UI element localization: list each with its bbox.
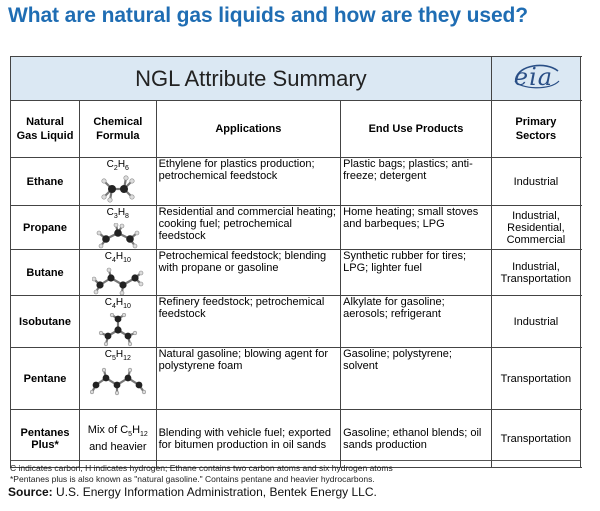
sectors-text: Transportation xyxy=(491,348,580,410)
formula-cell xyxy=(80,348,157,410)
pentane-molecule-icon xyxy=(80,365,156,397)
liquid-name: Isobutane xyxy=(11,296,80,348)
ethane-molecule-icon xyxy=(80,175,156,203)
sectors-text: Industrial xyxy=(491,296,580,348)
chemical-formula: Mix of $C_5H_{12}$ and heavier xyxy=(87,423,148,454)
formula-cell xyxy=(80,250,157,296)
formula-cell xyxy=(80,296,157,348)
sectors-text: Transportation xyxy=(491,410,580,468)
eia-logo-text: eia xyxy=(513,63,554,91)
source-label: Source: xyxy=(8,485,53,499)
isobutane-molecule-icon xyxy=(80,313,156,347)
applications-text: Ethylene for plastics production; petrochemical feedstock xyxy=(156,158,341,206)
products-text: Alkylate for gasoline; aerosols; refrigerant xyxy=(341,296,492,348)
header-products: End Use Products xyxy=(341,101,492,158)
products-text: Plastic bags; plastics; anti-freeze; detergent xyxy=(341,158,492,206)
header-applications: Applications xyxy=(156,101,341,158)
applications-text: Blending with vehicle fuel; exported for bitumen production in oil sands xyxy=(156,410,341,468)
butane-molecule-icon xyxy=(80,267,156,295)
footnote: *Pentanes plus is also known as "natural gasoline." Contains pentane and heavier hydrocarbons. xyxy=(10,474,375,484)
chemical-formula: $C_3H_8$ xyxy=(106,207,129,220)
liquid-name: Pentane xyxy=(11,348,80,410)
table-title-row xyxy=(11,57,581,101)
products-text: Gasoline; polystyrene; solvent xyxy=(341,348,492,410)
source-line xyxy=(8,485,377,499)
products-text: Home heating; small stoves and barbeques; LPG xyxy=(341,206,492,250)
table-row xyxy=(11,410,581,468)
footnote: C indicates carbon, H indicates hydrogen; Ethane contains two carbon atoms and six hydrogen atoms xyxy=(10,463,393,473)
sectors-text: Industrial, Residential, Commercial xyxy=(491,206,580,250)
table-row xyxy=(11,158,581,206)
applications-text: Petrochemical feedstock; blending with propane or gasoline xyxy=(156,250,341,296)
chemical-formula: $C_4H_{10}$ xyxy=(104,251,131,264)
ngl-table xyxy=(10,56,581,468)
page-title: What are natural gas liquids and how are they used? xyxy=(8,4,529,27)
header-sectors: Primary Sectors xyxy=(491,101,580,158)
applications-text: Refinery feedstock; petrochemical feedstock xyxy=(156,296,341,348)
table-row xyxy=(11,348,581,410)
source-text: U.S. Energy Information Administration, Bentek Energy LLC. xyxy=(52,485,377,499)
products-text: Synthetic rubber for tires; LPG; lighter fuel xyxy=(341,250,492,296)
table-row xyxy=(11,250,581,296)
sectors-text: Industrial, Transportation xyxy=(491,250,580,296)
formula-cell xyxy=(80,206,157,250)
propane-molecule-icon xyxy=(80,223,156,249)
chemical-formula: $C_2H_6$ xyxy=(106,159,129,172)
table-title: NGL Attribute Summary xyxy=(11,57,492,101)
liquid-name: Pentanes Plus* xyxy=(11,410,80,468)
header-row xyxy=(11,101,581,158)
chemical-formula: $C_5H_{12}$ xyxy=(104,349,131,362)
table-row xyxy=(11,296,581,348)
products-text: Gasoline; ethanol blends; oil sands production xyxy=(341,410,492,468)
header-formula: Chemical Formula xyxy=(80,101,157,158)
formula-cell xyxy=(80,410,157,468)
eia-logo xyxy=(491,57,580,101)
formula-cell xyxy=(80,158,157,206)
applications-text: Natural gasoline; blowing agent for polystyrene foam xyxy=(156,348,341,410)
sectors-text: Industrial xyxy=(491,158,580,206)
table-row xyxy=(11,206,581,250)
applications-text: Residential and commercial heating; cooking fuel; petrochemical feedstock xyxy=(156,206,341,250)
liquid-name: Propane xyxy=(11,206,80,250)
liquid-name: Ethane xyxy=(11,158,80,206)
liquid-name: Butane xyxy=(11,250,80,296)
header-liquid: Natural Gas Liquid xyxy=(11,101,80,158)
chemical-formula: $C_4H_{10}$ xyxy=(104,297,131,310)
table-footnotes xyxy=(10,463,393,485)
